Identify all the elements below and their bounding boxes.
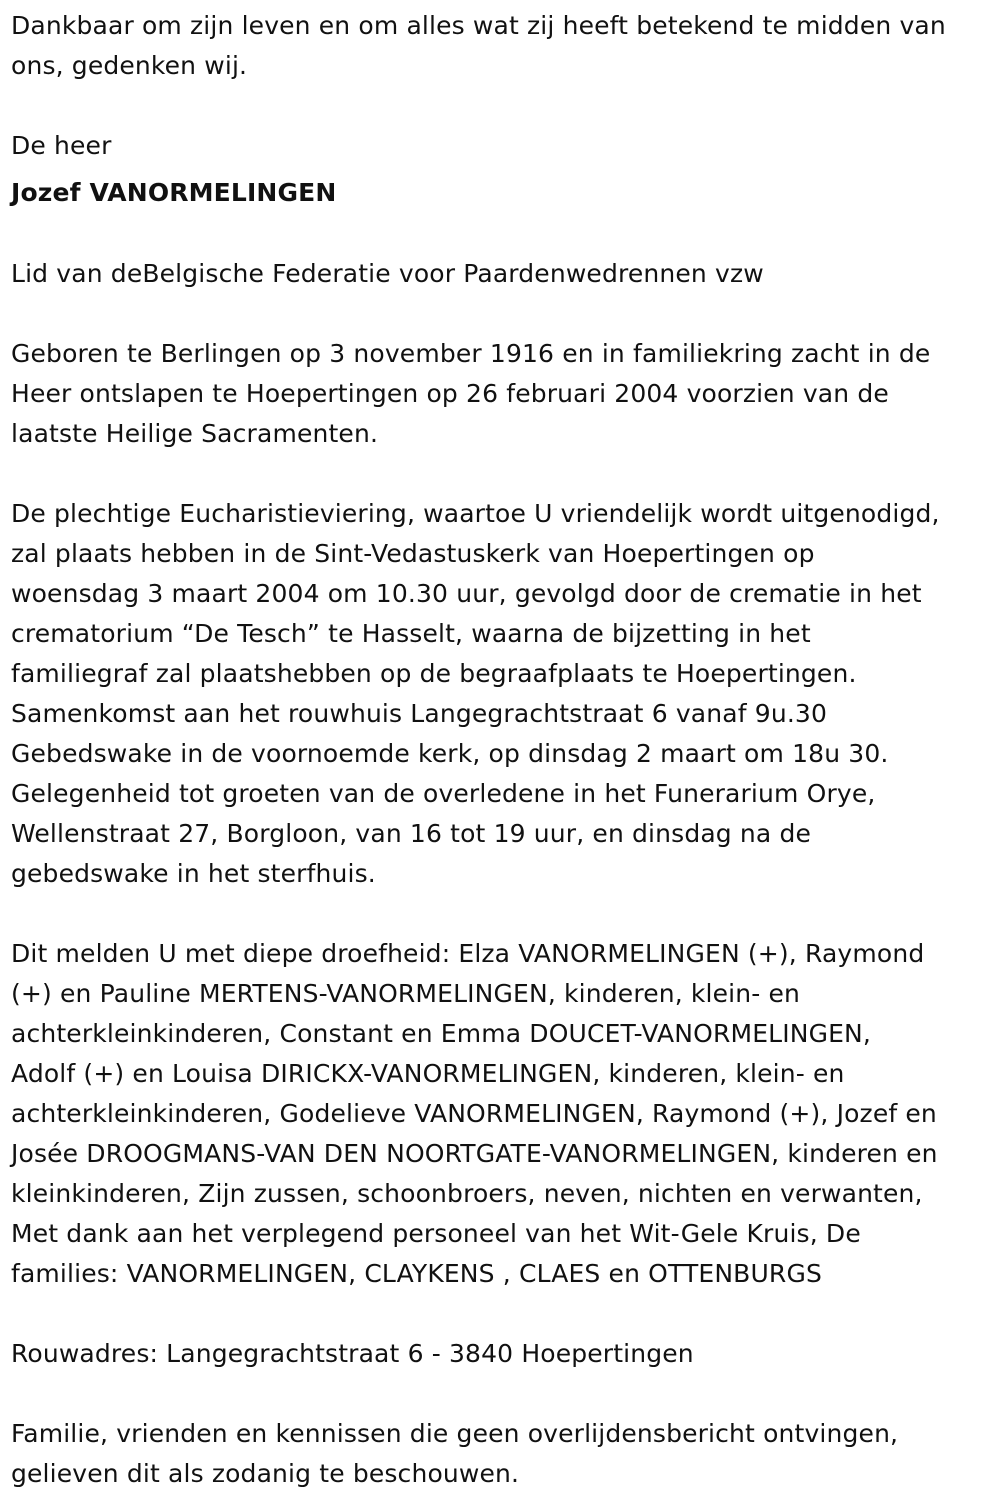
ceremony-line: De plechtige Eucharistieviering, waartoe U vriendelijk wordt uitgenodigd, [11,499,940,528]
membership-line: Lid van deBelgische Federatie voor Paardenwedrennen vzw [11,259,764,288]
ceremony-line: familiegraf zal plaatshebben op de begraafplaats te Hoepertingen. [11,659,857,688]
ceremony-line: Samenkomst aan het rouwhuis Langegrachtstraat 6 vanaf 9u.30 [11,699,828,728]
intro-line: Dankbaar om zijn leven en om alles wat zij heeft betekend te midden van [11,11,946,40]
intro-line: ons, gedenken wij. [11,51,248,80]
ceremony-line: Gelegenheid tot groeten van de overledene in het Funerarium Orye, [11,779,876,808]
closing-line: Familie, vrienden en kennissen die geen overlijdensbericht ontvingen, [11,1419,899,1448]
family-line: (+) en Pauline MERTENS-VANORMELINGEN, kinderen, klein- en [11,979,801,1008]
ceremony-line: woensdag 3 maart 2004 om 10.30 uur, gevolgd door de crematie in het [11,579,922,608]
ceremony-line: crematorium “De Tesch” te Hasselt, waarna de bijzetting in het [11,619,811,648]
ceremony-line: gebedswake in het sterfhuis. [11,859,376,888]
family-line: Met dank aan het verplegend personeel van het Wit-Gele Kruis, De [11,1219,861,1248]
family-line: Josée DROOGMANS-VAN DEN NOORTGATE-VANORMELINGEN, kinderen en [11,1139,938,1168]
family-line: Adolf (+) en Louisa DIRICKX-VANORMELINGEN, kinderen, klein- en [11,1059,845,1088]
birth-death-line: Heer ontslapen te Hoepertingen op 26 februari 2004 voorzien van de [11,379,889,408]
ceremony-line: Gebedswake in de voornoemde kerk, op dinsdag 2 maart om 18u 30. [11,739,889,768]
family-line: achterkleinkinderen, Constant en Emma DOUCET-VANORMELINGEN, [11,1019,872,1048]
birth-death-line: Geboren te Berlingen op 3 november 1916 en in familiekring zacht in de [11,339,931,368]
family-line: families: VANORMELINGEN, CLAYKENS , CLAES en OTTENBURGS [11,1259,822,1288]
mourning-address: Rouwadres: Langegrachtstraat 6 - 3840 Hoepertingen [11,1339,694,1368]
family-line: achterkleinkinderen, Godelieve VANORMELINGEN, Raymond (+), Jozef en [11,1099,937,1128]
ceremony-line: zal plaats hebben in de Sint-Vedastuskerk van Hoepertingen op [11,539,815,568]
deceased-name: Jozef VANORMELINGEN [11,178,337,207]
family-line: kleinkinderen, Zijn zussen, schoonbroers, neven, nichten en verwanten, [11,1179,923,1208]
birth-death-line: laatste Heilige Sacramenten. [11,419,379,448]
ceremony-line: Wellenstraat 27, Borgloon, van 16 tot 19 uur, en dinsdag na de [11,819,812,848]
closing-line: gelieven dit als zodanig te beschouwen. [11,1459,520,1488]
title-prefix: De heer [11,131,112,160]
family-line: Dit melden U met diepe droefheid: Elza VANORMELINGEN (+), Raymond [11,939,925,968]
